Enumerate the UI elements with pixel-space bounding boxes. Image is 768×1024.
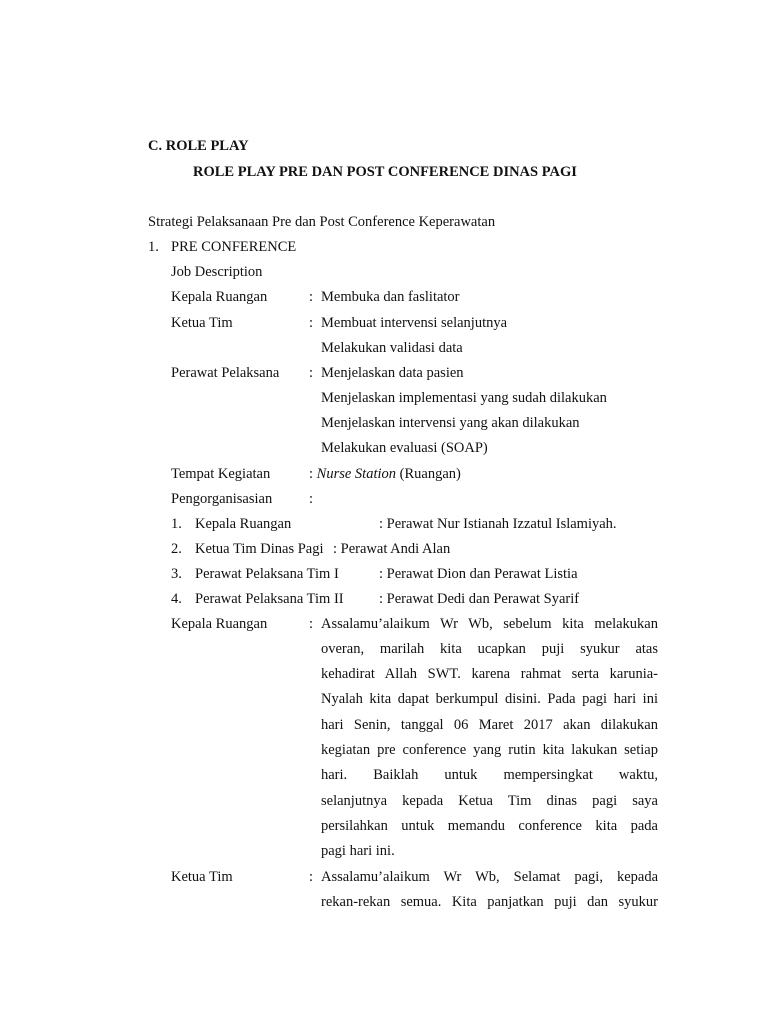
dialog-line: hari Senin, tanggal 06 Maret 2017 akan dilakukan — [321, 717, 658, 733]
role-duty: Menjelaskan data pasien — [321, 365, 464, 381]
role-duty: Membuka dan faslitator — [321, 289, 460, 305]
dialog-line: kegiatan pre conference yang rutin kita lakukan setiap — [321, 742, 658, 758]
section-heading: C. ROLE PLAY — [148, 138, 249, 154]
dialog-line: Assalamu’alaikum Wr Wb, sebelum kita melakukan — [321, 616, 658, 632]
tempat-value-rest: (Ruangan) — [396, 466, 461, 482]
role-duty: Menjelaskan intervensi yang akan dilakukan — [321, 415, 580, 431]
org-number: 4. — [171, 591, 182, 607]
org-number: 1. — [171, 516, 182, 532]
org-label: Perawat Pelaksana Tim I — [195, 566, 339, 582]
org-label: Kepala Ruangan — [195, 516, 292, 532]
role-label: Perawat Pelaksana — [171, 365, 280, 381]
dialog-line: selanjutnya kepada Ketua Tim dinas pagi saya — [321, 793, 658, 809]
role-duty: Membuat intervensi selanjutnya — [321, 315, 508, 331]
dialog-line: overan, marilah kita ucapkan puji syukur atas — [321, 641, 658, 657]
org-value: : Perawat Nur Istianah Izzatul Islamiyah. — [379, 516, 617, 532]
dialog-line: persilahkan untuk memandu conference kita pada — [321, 818, 658, 834]
pengorganisasian-label: Pengorganisasian — [171, 491, 273, 507]
org-value: : Perawat Dedi dan Perawat Syarif — [379, 591, 580, 607]
org-number: 2. — [171, 541, 182, 557]
pengorganisasian-colon: : — [309, 491, 314, 507]
role-label: Kepala Ruangan — [171, 289, 268, 305]
dialog-colon: : — [309, 616, 314, 632]
role-colon: : — [309, 315, 314, 331]
dialog-line: kehadirat Allah SWT. karena rahmat serta karunia- — [321, 666, 658, 682]
dialog-line: hari. Baiklah untuk mempersingkat waktu, — [321, 767, 658, 783]
org-label: Perawat Pelaksana Tim II — [195, 591, 344, 607]
list-item-title: PRE CONFERENCE — [171, 239, 297, 255]
role-label: Ketua Tim — [171, 315, 233, 331]
dialog-line: Assalamu’alaikum Wr Wb, Selamat pagi, kepada — [321, 869, 658, 885]
tempat-colon: : — [309, 466, 314, 482]
role-duty: Melakukan evaluasi (SOAP) — [321, 440, 488, 456]
page-title: ROLE PLAY PRE DAN POST CONFERENCE DINAS PAGI — [193, 164, 577, 180]
tempat-label: Tempat Kegiatan — [171, 466, 271, 482]
role-colon: : — [309, 365, 314, 381]
dialog-speaker: Ketua Tim — [171, 869, 233, 885]
dialog-line: pagi hari ini. — [321, 843, 395, 859]
org-label: Ketua Tim Dinas Pagi — [195, 541, 324, 557]
dialog-speaker: Kepala Ruangan — [171, 616, 268, 632]
role-duty: Melakukan validasi data — [321, 340, 463, 356]
job-description-label: Job Description — [171, 264, 263, 280]
tempat-value-italic: Nurse Station — [316, 466, 397, 482]
org-value: : Perawat Dion dan Perawat Listia — [379, 566, 578, 582]
role-colon: : — [309, 289, 314, 305]
dialog-line: Nyalah kita dapat berkumpul disini. Pada pagi hari ini — [321, 691, 658, 707]
tempat-value — [309, 467, 461, 482]
org-number: 3. — [171, 566, 182, 582]
dialog-line: rekan-rekan semua. Kita panjatkan puji dan syukur — [321, 894, 658, 910]
list-number: 1. — [148, 239, 159, 255]
org-value: : Perawat Andi Alan — [333, 541, 451, 557]
role-duty: Menjelaskan implementasi yang sudah dilakukan — [321, 390, 607, 406]
dialog-colon: : — [309, 869, 314, 885]
intro-text: Strategi Pelaksanaan Pre dan Post Conference Keperawatan — [148, 214, 496, 230]
